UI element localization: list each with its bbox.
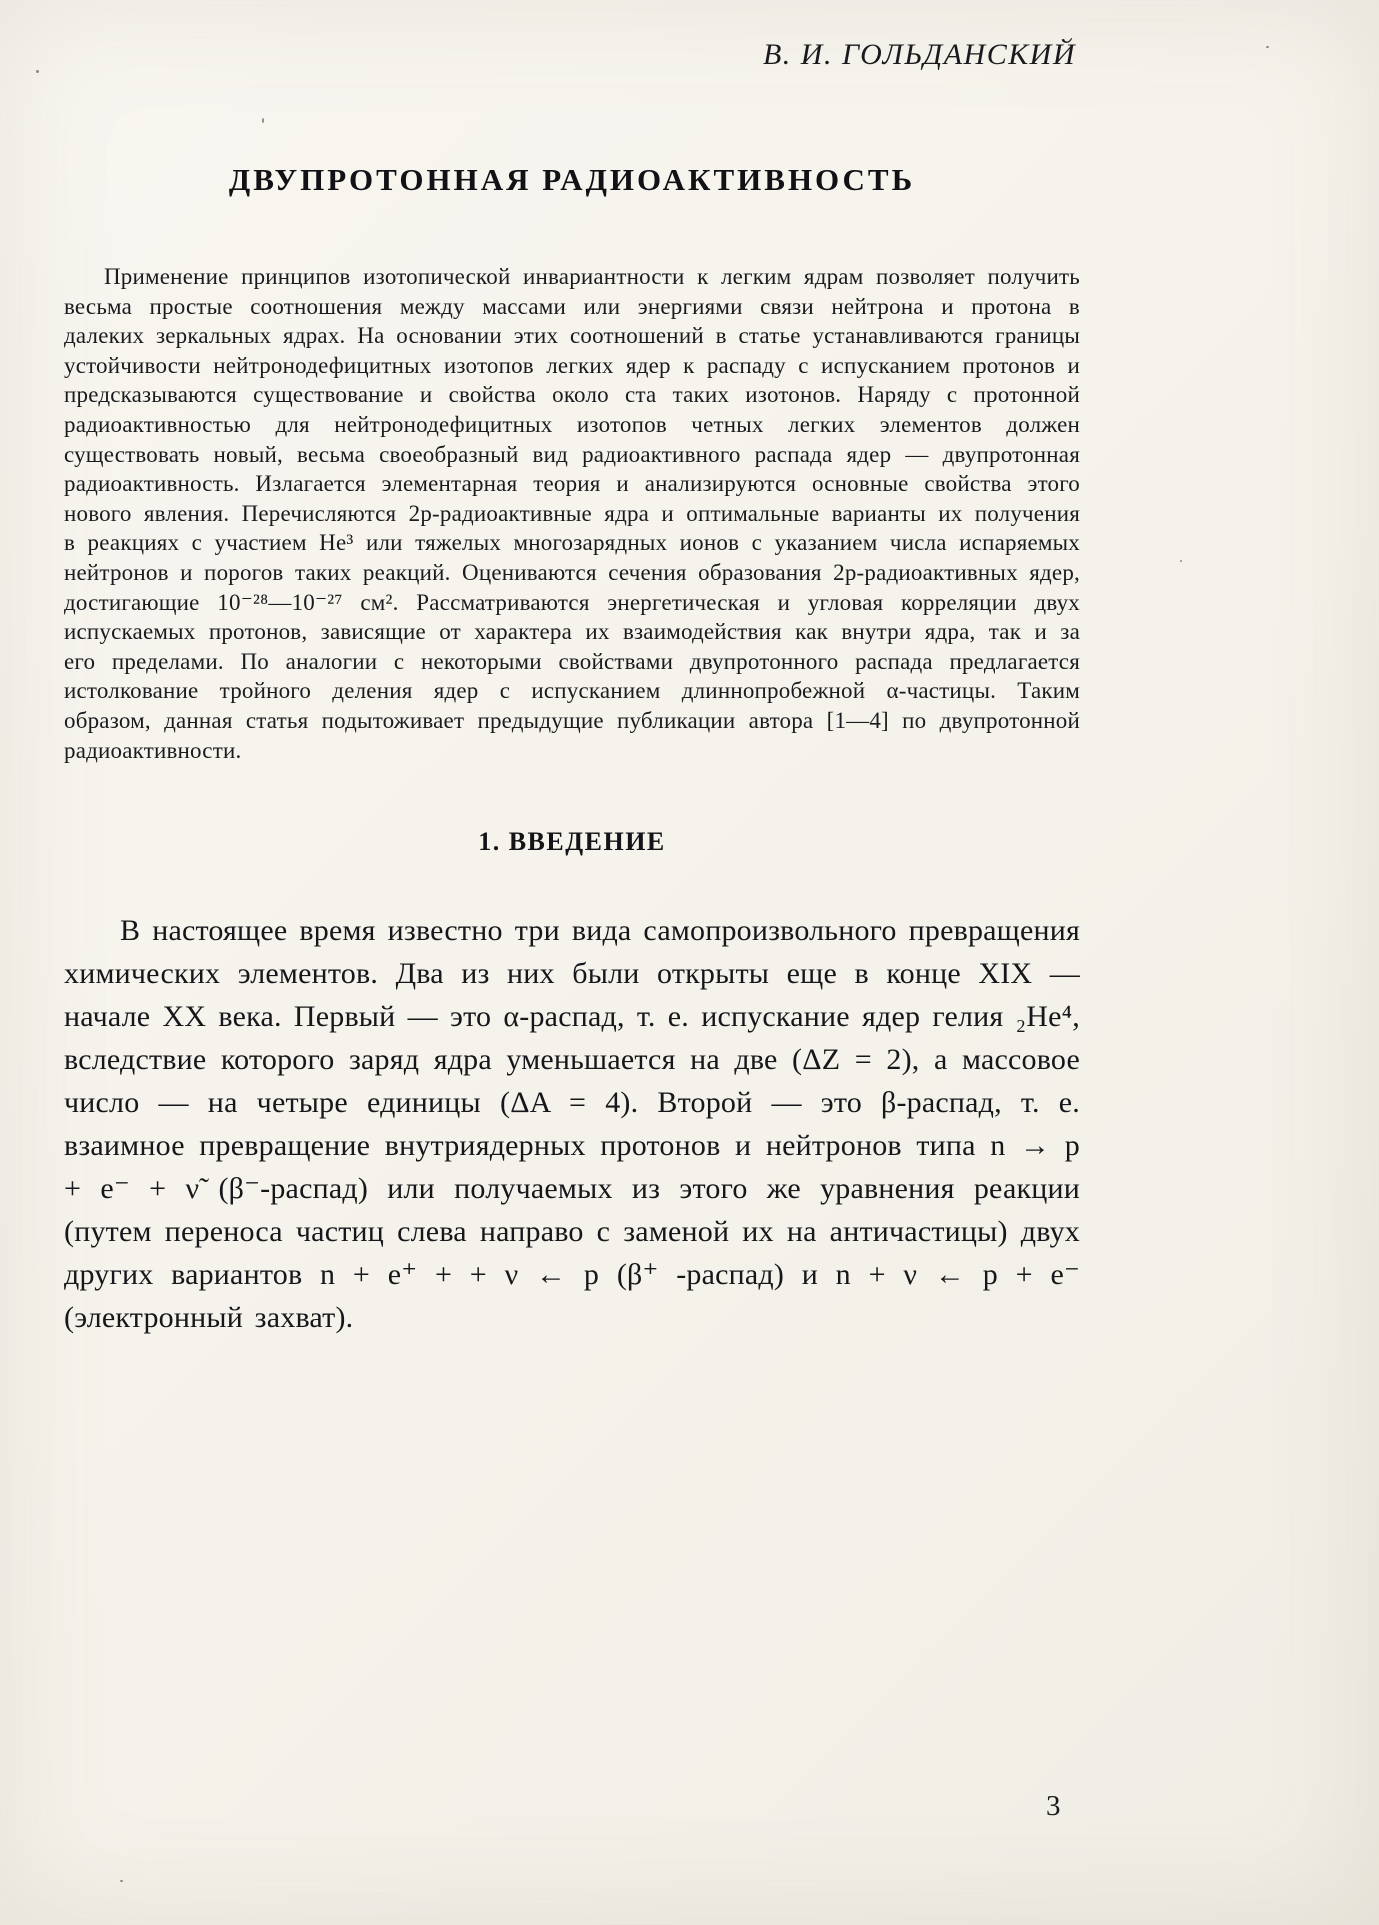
section-heading-introduction: 1. ВВЕДЕНИЕ — [478, 827, 666, 857]
scan-speck — [262, 118, 264, 123]
scan-speck — [36, 70, 39, 73]
scan-speck — [1180, 560, 1182, 562]
abstract-paragraph: Применение принципов изотопической инвариантности к легким ядрам позволяет получить весьма простые соотношения между массами или энергиями связи нейтрона и протона в далеких зеркальных ядрах. На основании этих соотношений в статье устанавливаются границы устойчивости нейтронодефицитных изотопов легких ядер к распаду с испусканием протонов и предсказываются существование и свойства около ста таких изотонов. Наряду с протонной радиоактивностью для нейтронодефицитных изотопов четных легких элементов должен существовать новый, весьма своеобразный вид радиоактивного распада ядер — двупротонная радиоактивность. Излагается элементарная теория и анализируются основные свойства этого нового явления. Перечисляются 2p-радиоактивные ядра и оптимальные варианты их получения в реакциях с участием He³ или тяжелых многозарядных ионов с указанием числа испаряемых нейтронов и порогов таких реакций. Оцениваются сечения образования 2p-радиоактивных ядер, достигающие 10⁻²⁸—10⁻²⁷ см². Рассматриваются энергетическая и угловая корреляции двух испускаемых протонов, зависящие от характера их взаимодействия как внутри ядра, так и за его пределами. По аналогии с некоторыми свойствами двупротонного распада предлагается истолкование тройного деления ядер с испусканием длиннопробежной α-частицы. Таким образом, данная статья подытоживает предыдущие публикации автора [1—4] по двупротонной радиоактивности. — [64, 264, 1080, 763]
scan-speck — [120, 1880, 123, 1882]
intro-paragraph: В настоящее время известно три вида самопроизвольного превращения химических элементов. Два из них были открыты еще в конце XIX — начале XX века. Первый — это α-распад, т. е. испускание ядер гелия ₂He⁴, вследствие которого заряд ядра уменьшается на две (ΔZ = 2), а массовое число — на четыре единицы (ΔA = 4). Второй — это β-распад, т. е. взаимное превращение внутриядерных протонов и нейтронов типа n → p + e⁻ + ν̃ (β⁻-распад) или получаемых из этого же уравнения реакции (путем переноса частиц слева направо с заменой их на античастицы) двух других вариантов n + e⁺ + + ν ← p (β⁺ -распад) и n + ν ← p + e⁻ (электронный захват). — [64, 914, 1080, 1335]
page-title: ДВУПРОТОННАЯ РАДИОАКТИВНОСТЬ — [228, 162, 916, 197]
author-line: В. И. ГОЛЬДАНСКИЙ — [762, 38, 1076, 71]
page-number: 3 — [1046, 1790, 1061, 1822]
text-column — [64, 38, 1080, 1339]
scan-speck — [1266, 46, 1269, 48]
